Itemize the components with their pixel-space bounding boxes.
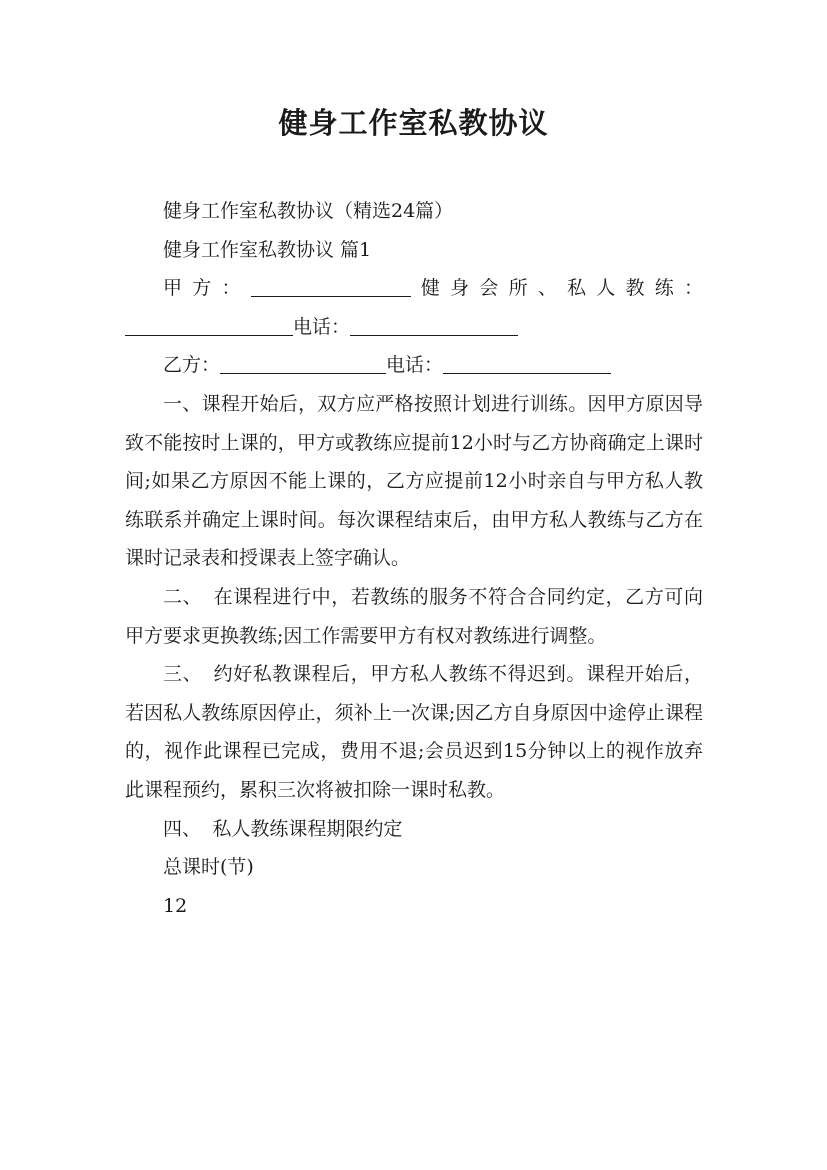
- clause-4: [125, 810, 703, 849]
- party-a-coach-blank: [125, 311, 293, 336]
- party-a-mid-text: 健身会所、私人教练：: [410, 277, 703, 300]
- party-a-label: 甲方：: [163, 277, 251, 300]
- total-hours-value: 12: [163, 894, 188, 917]
- party-a-phone-blank: [350, 311, 518, 336]
- party-b-name-blank: [220, 349, 386, 374]
- party-b-label: 乙方：: [163, 354, 221, 377]
- clause-1: 一、课程开始后，双方应严格按照计划进行训练。因甲方原因导致不能按时上课的，甲方或教练应提前12小时与乙方协商确定上课时间;如果乙方原因不能上课的，乙方应提前12小时亲自与甲方私人教练联系并确定上课时间。每次课程结束后，由甲方私人教练与乙方在课时记录表和授课表上签字确认。: [125, 392, 703, 570]
- party-a-line: [125, 269, 703, 308]
- document-body: [125, 192, 703, 925]
- document-subtitle: 健身工作室私教协议（精选24篇）: [163, 200, 454, 222]
- document-title: 健身工作室私教协议: [278, 106, 549, 140]
- clause-3-number: 三、: [163, 663, 203, 686]
- party-a-phone-line: [125, 308, 703, 347]
- clause-3: [125, 655, 703, 809]
- party-a-name-blank: [251, 272, 411, 297]
- clause-2-number: 二、: [163, 585, 203, 608]
- clause-2-text: 在课程进行中，若教练的服务不符合合同约定，乙方可向甲方要求更换教练;因工作需要甲方有权对教练进行调整。: [125, 585, 703, 647]
- party-a-phone-label: 电话：: [293, 315, 351, 338]
- party-b-phone-label: 电话：: [386, 354, 444, 377]
- clause-2: [125, 578, 703, 655]
- clause-4-number: 四、: [163, 817, 202, 840]
- clause-3-text: 约好私教课程后，甲方私人教练不得迟到。课程开始后，若因私人教练原因停止，须补上一次课;因乙方自身原因中途停止课程的，视作此课程已完成，费用不退;会员迟到15分钟以上的视作放弃此课程预约，累积三次将被扣除一课时私教。: [125, 663, 703, 801]
- chapter-heading: 健身工作室私教协议 篇1: [163, 238, 372, 261]
- total-hours-label: 总课时(节): [163, 856, 254, 879]
- clause-4-text: 私人教练课程期限约定: [212, 817, 403, 840]
- party-b-line: [125, 346, 703, 385]
- party-b-phone-blank: [443, 349, 611, 374]
